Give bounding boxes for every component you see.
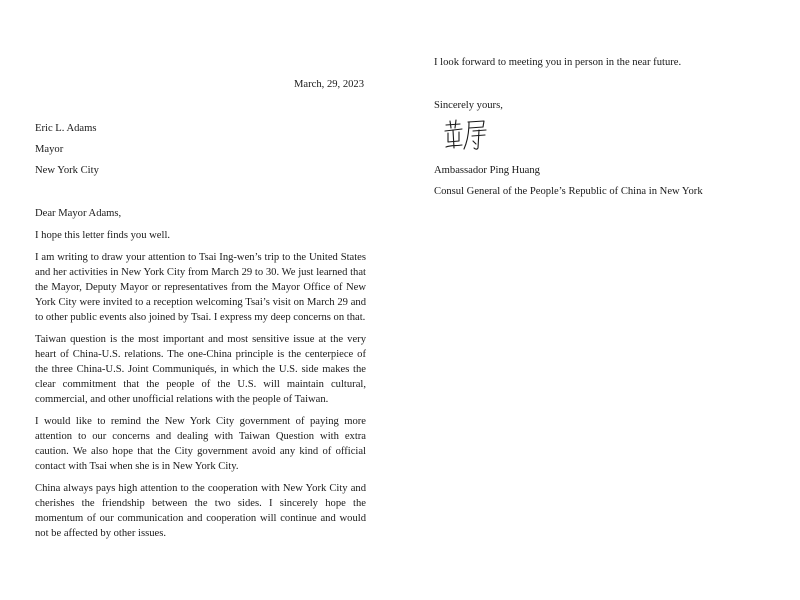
- handwritten-signature: [442, 118, 490, 152]
- recipient-name: Eric L. Adams: [35, 123, 97, 134]
- opening-line: I hope this letter finds you well.: [35, 230, 171, 241]
- body-paragraph-4: China always pays high attention to the cooperation with New York City and cherishes the friendship between the two sides. I sincerely hope the momentum of our communication and cooperation will continue and would not be affected by other issues.: [35, 483, 366, 539]
- salutation: Dear Mayor Adams,: [35, 208, 122, 219]
- recipient-city: New York City: [35, 165, 99, 176]
- body-paragraph-1: I am writing to draw your attention to Tsai Ing-wen’s trip to the United States and her activities in New York City from March 29 to 30. We just learned that the Mayor, Deputy Mayor or representatives from the Mayor Office of New York City were invited to a reception welcoming Tsai’s visit on March 29 and to other public events also joined by Tsai. I express my deep concerns on that.: [35, 252, 366, 323]
- signatory-name: Ambassador Ping Huang: [434, 165, 540, 176]
- body-paragraph-3: I would like to remind the New York City government of paying more attention to our concerns and dealing with Taiwan Question with extra caution. We also hope that the City government avoid any kind of official contact with Tsai when she is in New York City.: [35, 416, 366, 472]
- sign-off: Sincerely yours,: [434, 100, 503, 111]
- recipient-title: Mayor: [35, 144, 64, 155]
- letter-date: March, 29, 2023: [294, 79, 365, 90]
- signatory-title: Consul General of the People’s Republic of China in New York: [434, 186, 703, 197]
- body-paragraph-2: Taiwan question is the most important and most sensitive issue at the very heart of China-U.S. relations. The one-China principle is the centerpiece of the three China-U.S. Joint Communiqués, in which the U.S. side makes the clear commitment that the people of the U.S. will maintain cultural, commercial, and other unofficial relations with the people of Taiwan.: [35, 334, 366, 405]
- closing-line: I look forward to meeting you in person in the near future.: [434, 57, 682, 68]
